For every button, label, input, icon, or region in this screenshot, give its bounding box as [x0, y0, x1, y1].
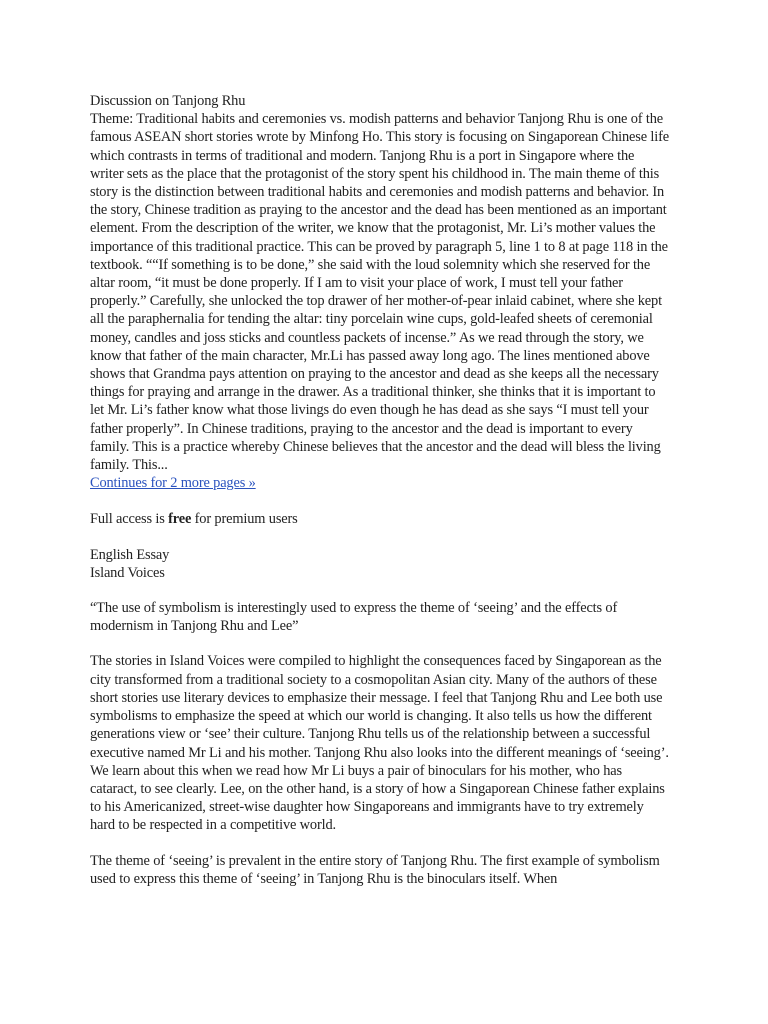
document-body — [90, 92, 670, 905]
continues-row — [90, 474, 670, 492]
discussion-block — [90, 92, 670, 474]
essay-paragraph-2: The theme of ‘seeing’ is prevalent in the entire story of Tanjong Rhu. The first example of symbolism used to express this theme of ‘seeing’ in Tanjong Rhu is the binoculars itself. When — [90, 852, 660, 887]
essay-book: Island Voices — [90, 564, 165, 581]
essay-heading — [90, 546, 670, 582]
access-suffix: for premium users — [191, 511, 298, 528]
essay-question: “The use of symbolism is interestingly used to express the theme of ‘seeing’ and the effects of modernism in Tanjong Rhu and Lee” — [90, 600, 618, 635]
continues-link[interactable]: Continues for 2 more pages » — [90, 475, 256, 492]
essay-paragraph-1: The stories in Island Voices were compiled to highlight the consequences faced by Singaporean as the city transformed from a traditional society to a cosmopolitan Asian city. Many of the authors of these short stories use literary devices to emphasize their message. I feel that Tanjong Rhu and Lee both use symbolisms to emphasize the speed at which our world is changing. It also tells us how the different generations view or ‘see’ their culture. Tanjong Rhu tells us of the relationship between a successful executive named Mr Li and his mother. Tanjong Rhu also looks into the different meanings of ‘seeing’. We learn about this when we read how Mr Li buys a pair of binoculars for his mother, who has cataract, to see clearly. Lee, on the other hand, is a story of how a Singaporean Chinese father explains to his Americanized, street-wise daughter how Singaporeans and immigrants have to try extremely hard to be respected in a competitive world. — [90, 653, 669, 834]
access-bold: free — [168, 511, 192, 528]
access-note — [90, 510, 670, 528]
document-title: Discussion on Tanjong Rhu — [90, 93, 246, 109]
theme-paragraph: Theme: Traditional habits and ceremonies vs. modish patterns and behavior Tanjong Rhu is one of the famous ASEAN short stories wrote by Minfong Ho. This story is focusing on Singaporean Chinese life which contrasts in terms of traditional and modern. Tanjong Rhu is a port in Singapore where the writer sets as the place that the protagonist of the story spent his childhood in. The main theme of this story is the distinction between traditional habits and ceremonies and modish patterns and behavior. In the story, Chinese tradition as praying to the ancestor and the dead has been mentioned as an important element. From the description of the writer, we know that the protagonist, Mr. Li’s mother values the importance of this traditional practice. This can be proved by paragraph 5, line 1 to 8 at page 118 in the textbook. ““If something is to be done,” she said with the loud solemnity which she reserved for the altar room, “it must be done properly. If I am to visit your place of work, I must tell your father properly.” Carefully, she unlocked the top drawer of her mother-of-pear inlaid cabinet, where she kept all the paraphernalia for tending the altar: tiny porcelain wine cups, gold-leafed sheets of ceremonial money, candles and joss sticks and countless packets of incense.” As we read through the story, we know that father of the main character, Mr.Li has passed away long ago. The lines mentioned above shows that Grandma pays attention on praying to the ancestor and dead as she keeps all the necessary things for praying and arrange in the drawer. As a traditional thinker, she thinks that it is important to let Mr. Li’s father know what those livings do even though he has dead as she says “I must tell your father properly”. In Chinese traditions, praying to the ancestor and the dead is important to every family. This is a practice whereby Chinese believes that the ancestor and the dead will bless the living family. This... — [90, 111, 669, 474]
essay-label: English Essay — [90, 546, 170, 563]
access-prefix: Full access is — [90, 511, 169, 528]
